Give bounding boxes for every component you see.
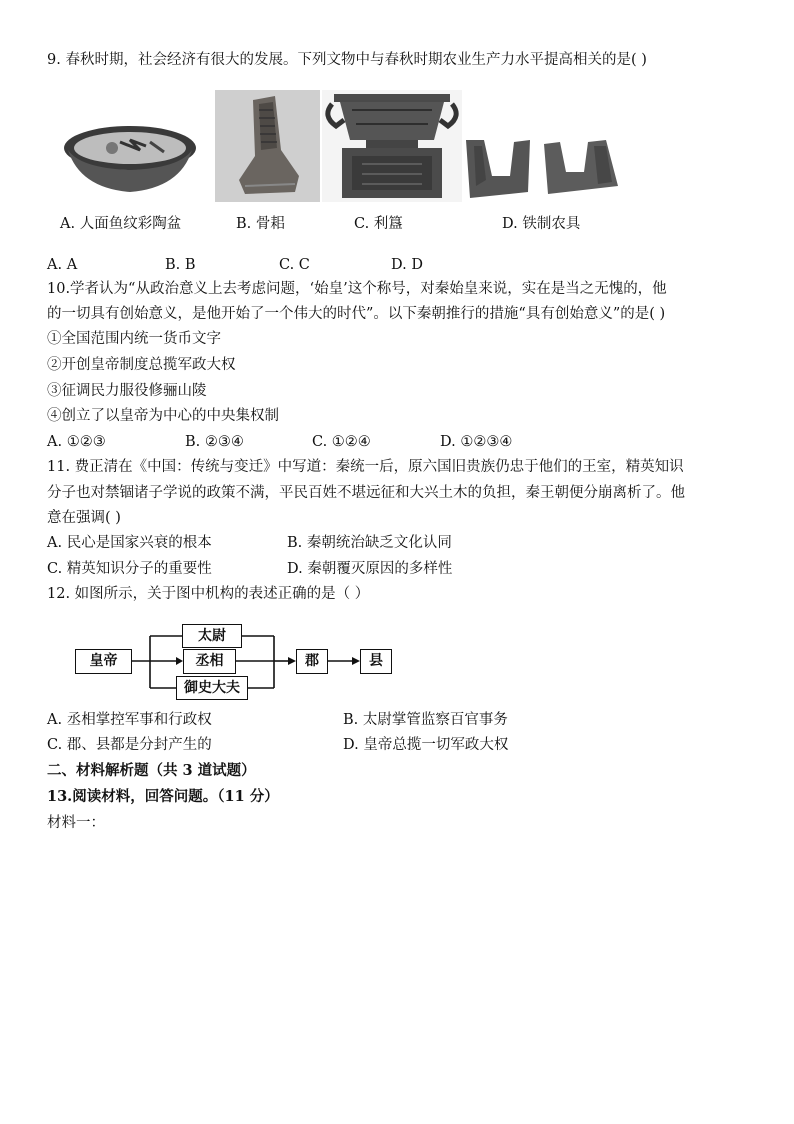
q9-option-d[interactable]: D. D [391,257,423,273]
q10-item-2: ②开创皇帝制度总揽军政大权 [47,357,236,373]
q10-option-d[interactable]: D. ①②③④ [440,434,513,450]
q10-options [47,432,747,452]
q9-stem: 9. 春秋时期，社会经济有很大的发展。下列文物中与春秋时期农业生产力水平提高相关的是( ) [47,52,647,68]
q11-options-row2 [47,559,747,579]
q12-option-a[interactable]: A. 丞相掌控军事和行政权 [47,712,212,728]
xian-box: 县 [360,649,392,674]
q11-option-b[interactable]: B. 秦朝统治缺乏文化认同 [287,535,452,551]
q12-option-d[interactable]: D. 皇帝总揽一切军政大权 [343,737,509,753]
q9-caption-b: B. 骨耜 [236,216,285,232]
q13-title: 13.阅读材料，回答问题。（11 分） [47,788,279,805]
q9-caption-a: A. 人面鱼纹彩陶盆 [60,216,182,232]
q10-option-c[interactable]: C. ①②④ [312,434,371,450]
q10-item-3: ③征调民力服役修骊山陵 [47,383,207,399]
section2-title: 二、材料解析题（共 3 道试题） [47,762,256,779]
q11-stem-line3: 意在强调( ) [47,510,121,526]
q10-item-1: ①全国范围内统一货币文字 [47,331,221,347]
q10-stem-line1: 10.学者认为“从政治意义上去考虑问题，‘始皇’这个称号，对秦始皇来说，实在是当之无愧的，他 [47,281,667,297]
q11-stem-line1: 11. 费正清在《中国：传统与变迁》中写道：秦统一后，原六国旧贵族仍忠于他们的王室，精英知识 [47,459,684,475]
li-gui-image [322,90,462,202]
q11-options-row1 [47,533,747,553]
iron-farm-tools-image [462,136,620,202]
chengxiang-box: 丞相 [183,649,236,674]
q10-option-a[interactable]: A. ①②③ [47,434,106,450]
q11-option-a[interactable]: A. 民心是国家兴衰的根本 [47,535,212,551]
q9-options [47,255,747,275]
yushi-box: 御史大夫 [176,676,248,700]
q12-options-row1 [47,710,747,730]
q10-stem-line2: 的一切具有创始意义，是他开始了一个伟大的时代”。以下秦朝推行的措施“具有创始意义”的是( ) [47,306,666,322]
taiwei-box: 太尉 [182,624,242,648]
q11-option-c[interactable]: C. 精英知识分子的重要性 [47,561,212,577]
emperor-box: 皇帝 [75,649,132,674]
q9-caption-d: D. 铁制农具 [502,216,581,232]
q12-stem: 12. 如图所示，关于图中机构的表述正确的是（ ） [47,586,370,602]
q9-option-b[interactable]: B. B [165,257,196,273]
q11-option-d[interactable]: D. 秦朝覆灭原因的多样性 [287,561,453,577]
q12-option-c[interactable]: C. 郡、县都是分封产生的 [47,737,212,753]
jun-box: 郡 [296,649,328,674]
q10-option-b[interactable]: B. ②③④ [185,434,244,450]
q12-option-b[interactable]: B. 太尉掌管监察百官事务 [343,712,508,728]
q12-options-row2 [47,735,747,755]
q13-material-label: 材料一： [47,815,105,831]
q9-option-c[interactable]: C. C [279,257,310,273]
q10-item-4: ④创立了以皇帝为中心的中央集权制 [47,408,279,424]
bone-si-image [215,90,320,202]
q9-caption-c: C. 利簋 [354,216,403,232]
org-diagram [70,620,400,700]
q9-option-a[interactable]: A. A [47,257,78,273]
q11-stem-line2: 分子也对禁锢诸子学说的政策不满，平民百姓不堪远征和大兴土木的负担，秦王朝便分崩离析了。他 [47,485,685,501]
pottery-basin-image [60,118,200,198]
